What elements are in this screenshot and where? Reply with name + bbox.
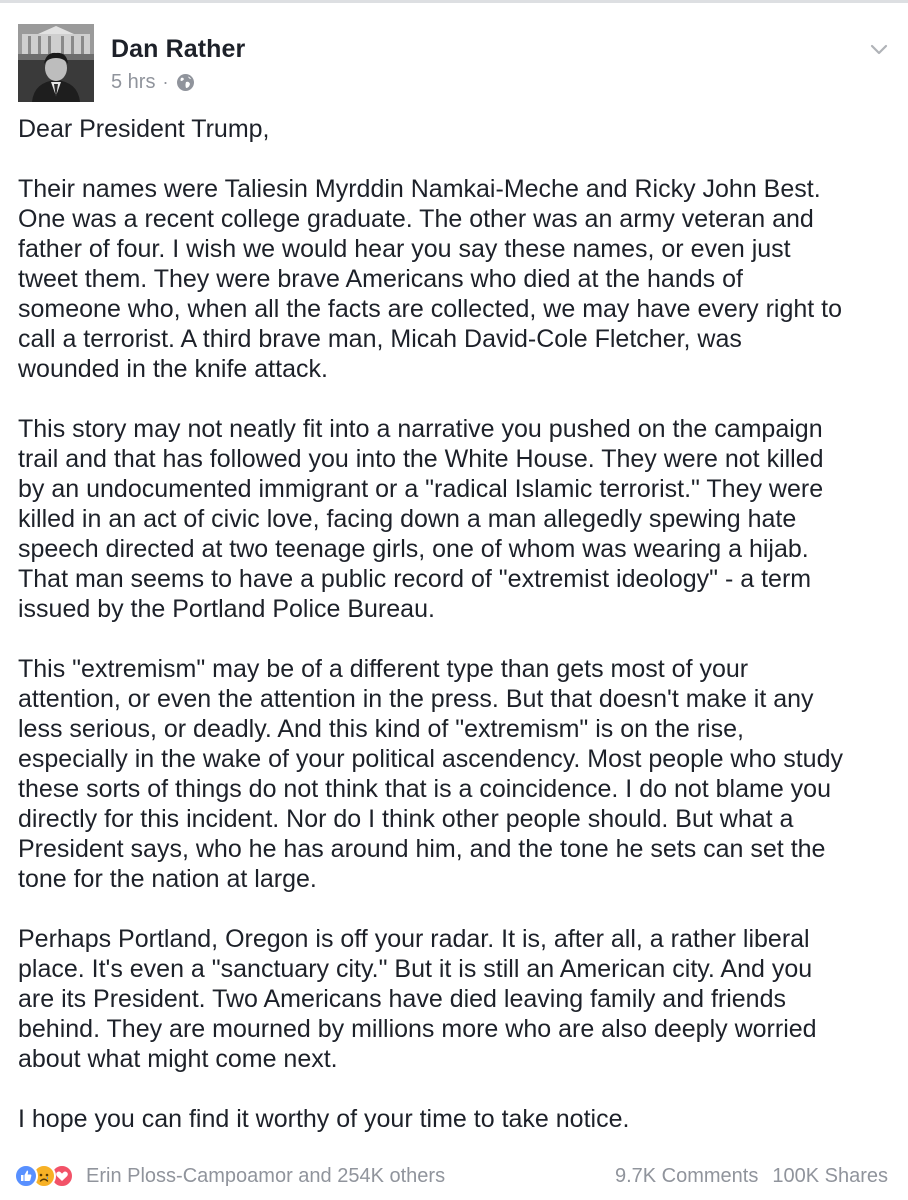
comments-count[interactable]: 9.7K Comments bbox=[614, 1164, 759, 1187]
globe-icon bbox=[176, 73, 195, 92]
reactors-summary[interactable]: Erin Ploss-Campoamor and 254K others bbox=[86, 1164, 446, 1187]
top-border bbox=[0, 0, 908, 3]
post-paragraph: This story may not neatly fit into a narrative you pushed on the campaign trail and that has followed you into the White House. They were not killed by an undocumented immigrant or a "radical Islamic terrorist." They were killed in an act of civic love, facing down a man allegedly spewing hate speech directed at two teenage girls, one of whom was wearing a hijab. That man seems to have a public record of "extremist ideology" - a term issued by the Portland Police Bureau. bbox=[18, 415, 824, 623]
avatar[interactable] bbox=[18, 24, 94, 102]
chevron-down-icon[interactable] bbox=[868, 38, 890, 60]
post-header bbox=[18, 24, 890, 104]
post-paragraph: Their names were Taliesin Myrddin Namkai-Meche and Ricky John Best. One was a recent college graduate. The other was an army veteran and father of four. I wish we would hear you say these names, or even just tweet them. They were brave Americans who died at the hands of someone who, when all the facts are collected, we may have every right to call a terrorist. A third brave man, Micah David-Cole Fletcher, was wounded in the knife attack. bbox=[18, 175, 843, 383]
post-body bbox=[18, 114, 898, 1164]
meta-separator: · bbox=[162, 72, 169, 92]
shares-count[interactable]: 100K Shares bbox=[772, 1164, 888, 1187]
post-paragraph: This "extremism" may be of a different type than gets most of your attention, or even the attention in the press. But that doesn't make it any less serious, or deadly. And this kind of "extremism" is on the rise, especially in the wake of your political ascendency. Most people who study these sorts of things do not think that is a coincidence. I do not blame you directly for this incident. Nor do I think other people should. But what a President says, who he has around him, and the tone he sets can set the tone for the nation at large. bbox=[18, 655, 843, 893]
engagement-counts bbox=[615, 1165, 888, 1188]
post-paragraph: I hope you can find it worthy of your time to take notice. bbox=[18, 1105, 630, 1133]
like-icon bbox=[14, 1164, 38, 1188]
post-paragraph: Perhaps Portland, Oregon is off your radar. It is, after all, a rather liberal place. It's even a "sanctuary city." But it is still an American city. And you are its President. Two Americans have died leaving family and friends behind. They are mourned by millions more who are also deeply worried about what might come next. bbox=[18, 925, 817, 1073]
author-name[interactable]: Dan Rather bbox=[111, 35, 246, 63]
post-paragraph: Dear President Trump, bbox=[18, 115, 270, 143]
post-footer bbox=[14, 1161, 888, 1191]
reaction-icons[interactable] bbox=[14, 1164, 68, 1188]
post-meta bbox=[111, 71, 195, 94]
post-timestamp[interactable]: 5 hrs bbox=[111, 71, 156, 93]
